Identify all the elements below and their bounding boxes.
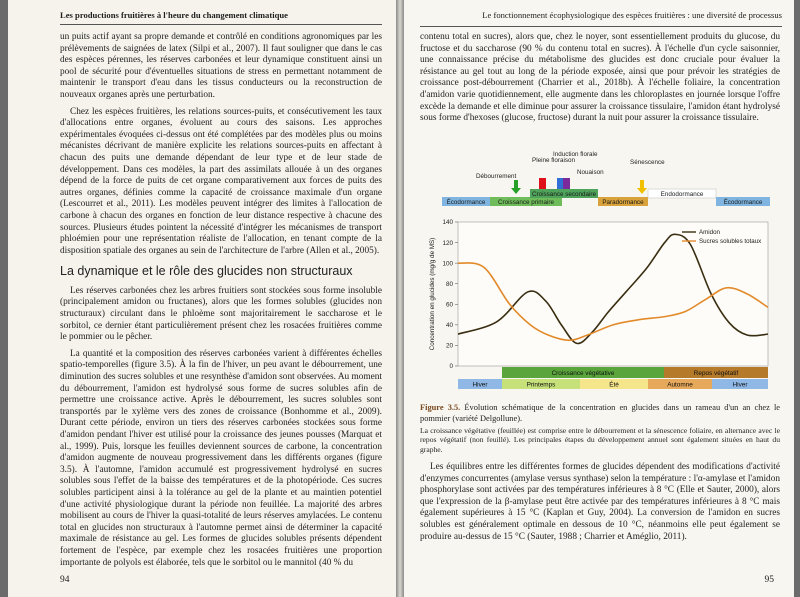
- vegetative-phase-label: Croissance végétative: [551, 370, 615, 377]
- event-marker: [557, 178, 564, 190]
- left-paragraph-4: La quantité et la composition des réserves carbonées varient à différentes échelles spatio-temporelles (figure 3.5). À la fin de l'hiver, un peu avant le débourrement, une diminution des sucres solubles et une resynthèse d'amidon sont observées. Au moment du débourrement, l'amidon est hydrolysé sous forme de sucres solubles afin de permettre une croissance active. Après le débourrement, les sucres solubles sont transportés par le xylème vers des zones de croissance (Bonhomme et al., 2009). Durant cette période, environ un tiers des réserves carbonées stockées sous forme d'amidon pendant l'hiver est utilisé pour la croissance des jeunes pousses (Marquat et al., 1999). Puis, lorsque les feuilles deviennent sources de carbone, la concentration d'amidon augmente de nouveau progressivement dans les différents organes (figure 3.5). À l'automne, l'amidon accumulé est progressivement hydrolysé en sucres solubles sous l'effet de la baisse des températures et de la photopériode. Ces sucres solubles participent ainsi à la tolérance au gel de la plante et au maintien potentiel d'une activité physiologique durant la période non feuillée. La majorité des arbres mobilisent au cours de l'hiver la quasi-totalité de leurs réserves amylacées. Le contenu total en glucides non structuraux à l'automne permet ainsi de déterminer la capacité maximale de résistance au gel. Les formes de glucides solubles présents dépendent fortement de l'espèce, par exemple chez les rosacées fruitières une proportion importante de polyols est élaborée, tels que le sorbitol ou le mannitol (40 % du: [60, 348, 382, 568]
- right-text-top: [420, 32, 780, 130]
- figure-3-5-chart: [420, 150, 780, 398]
- left-paragraph-3: Les réserves carbonées chez les arbres fruitiers sont stockées sous forme insoluble (principalement amidon ou fructanes), alors que les formes solubles (glucides non structuraux) circulant dans le phloème sont majoritairement le saccharose et le sorbitol, ce dernier étant particulièrement présent chez les rosacées fruitières comme le pommier ou le pêcher.: [60, 285, 382, 343]
- phase-label: Écodormance: [446, 199, 486, 206]
- right-running-head: Le fonctionnement écophysiologique des espèces fruitières : une diversité de processus: [482, 10, 782, 20]
- season-label: Automne: [667, 381, 693, 389]
- y-tick-label: 100: [442, 260, 453, 268]
- right-page-number: 95: [764, 575, 774, 585]
- left-paragraph-1: un puits actif ayant sa propre demande et contrôlé en conditions agronomiques par les prélèvements de saignées de latex (Silpi et al., 2007). Il faut souligner que dans le cas des espèces pérennes, les réserves carbonées et leur dynamique constituent ainsi un pool de sécurité pour d'éventuelles situations de stress en permettant notamment de maintenir le transport d'eau dans les tissus conducteurs ou la reconstruction de nouveaux organes après une perturbation.: [60, 32, 382, 100]
- left-header-rule: [60, 24, 382, 25]
- event-arrow-icon: [511, 180, 521, 194]
- event-marker: [563, 178, 570, 190]
- left-text-column: [60, 32, 382, 574]
- y-tick-label: 80: [445, 280, 453, 288]
- y-tick-label: 60: [445, 301, 453, 309]
- phase-label: Croissance secondaire: [531, 191, 597, 198]
- section-heading: La dynamique et le rôle des glucides non structuraux: [60, 264, 353, 279]
- left-running-head: Les productions fruitières à l'heure du changement climatique: [60, 10, 288, 20]
- vegetative-phase-label: Repos végétatif: [693, 370, 739, 377]
- y-tick-label: 140: [442, 219, 453, 227]
- right-header-rule: [420, 26, 782, 27]
- event-arrow-icon: [637, 180, 647, 194]
- season-bars: [458, 367, 768, 389]
- phase-label: Paradormance: [602, 199, 644, 206]
- season-label: Été: [609, 381, 619, 389]
- legend-label: Sucres solubles totaux: [699, 238, 762, 246]
- right-text-bottom: [420, 462, 780, 548]
- season-label: Hiver: [472, 381, 488, 389]
- right-paragraph-2: Les équilibres entre les différentes formes de glucides dépendent des modifications d'activité d'enzymes concurrentes (amylase versus synthase) selon la température : l'α-amylase et l'amidon phosphorylase sont activées par des températures inférieures à 8 °C (Elle et Sauter, 2000), alors que l'expression de la β-amylase peut être activée par des températures inférieures à 8 °C mais également supérieures à 15 °C (Kaplan et Guy, 2004). La conversion de l'amidon en sucres solubles est généralement optimale en dessous de 10 °C, néanmoins elle peut également se produire au-dessus de 15 °C (Sauter, 1988 ; Charrier et Améglio, 2011).: [420, 462, 780, 542]
- event-markers: [476, 151, 665, 194]
- season-label: Printemps: [526, 381, 556, 389]
- legend-label: Amidon: [699, 229, 720, 237]
- event-label: Induction florale: [553, 151, 598, 158]
- event-label: Débourrement: [476, 173, 517, 180]
- right-page: [404, 0, 794, 597]
- event-label: Pleine floraison: [532, 157, 576, 164]
- caption-note: La croissance végétative (feuillée) est comprise entre le débourrement et la sénescence foliaire, en alternance avec le repos végétatif (non feuillé). Les principales étapes du développement annuel sont également situées en haut du graphe.: [420, 426, 780, 454]
- left-page-number: 94: [60, 575, 70, 585]
- event-marker: [539, 178, 546, 190]
- event-label: Nouaison: [577, 169, 604, 176]
- season-label: Hiver: [732, 381, 748, 389]
- development-phase-bar: [442, 189, 770, 206]
- caption-text: Évolution schématique de la concentration en glucides dans un rameau d'un an chez le pommier (variété Delgollune).: [420, 403, 781, 423]
- left-paragraph-2: Chez les espèces fruitières, les relations sources-puits, et consécutivement les taux d'allocations entre organes, évoluent au cours des saisons. Les approches expérimentales évoquées ci-dessus ont été complétées par des modèles plus ou moins mécanistes décrivant de manière explicite les relations sources-puits en affectant à chacun des puits une demande dépendant de leur type et de leur stade de développement. Dans ces modèles, la part des assimilats allouée à un des organes dépend de la force de puits de cet organe comparativement aux forces de puits des autres organes, définies comme la capacité de croissance maximale d'un organe (Lescourret et al., 2011). Les modèles peuvent intégrer des limites à l'allocation de carbone à chacun des organes en fonction de leur distance respective à chacune des sources. Plusieurs études pointent la nécessité d'intégrer les mécanismes de transport phloémien pour une représentation réaliste de l'allocation, en tenant compte de la disposition spatiale des organes au sein de l'architecture de l'arbre (Allen et al., 2005).: [60, 106, 382, 256]
- y-axis-label: Concentration en glucides (mg/g de MS): [429, 237, 436, 351]
- right-paragraph-1: contenu total en sucres), alors que, chez le noyer, sont essentiellement produits du glucose, du fructose et du saccharose (90 % du contenu total en sucres). À l'échelle d'un cycle saisonnier, une connaissance précise du métabolisme des glucides est donc cruciale pour évaluer la résistance au gel tout au long de la période exposée, ainsi que pour prévoir les stratégies de croissance post-débourrement (Charrier et al., 2018b). À l'échelle foliaire, la concentration d'amidon varie quotidiennement, elle augmente dans les chloroplastes en journée lorsque l'offre excède la demande et elle diminue pour assurer la croissance tissulaire, l'amidon étant hydrolysé sous forme d'hexoses (glucose, fructose) durant la nuit pour assurer la croissance tissulaire.: [420, 32, 780, 124]
- phase-label: Croissance primaire: [498, 199, 554, 206]
- y-tick-label: 40: [445, 322, 453, 330]
- book-gutter: [396, 0, 404, 597]
- y-tick-label: 120: [442, 239, 453, 247]
- y-tick-label: 0: [449, 363, 453, 371]
- phase-label: Écodormance: [723, 199, 763, 206]
- figure-caption: [420, 403, 780, 424]
- y-tick-label: 20: [445, 342, 453, 350]
- left-page: [8, 0, 396, 597]
- caption-title: Figure 3.5.: [420, 403, 461, 412]
- phase-label: Endodormance: [660, 191, 704, 198]
- event-label: Sénescence: [630, 159, 665, 166]
- plot-area: [429, 219, 768, 370]
